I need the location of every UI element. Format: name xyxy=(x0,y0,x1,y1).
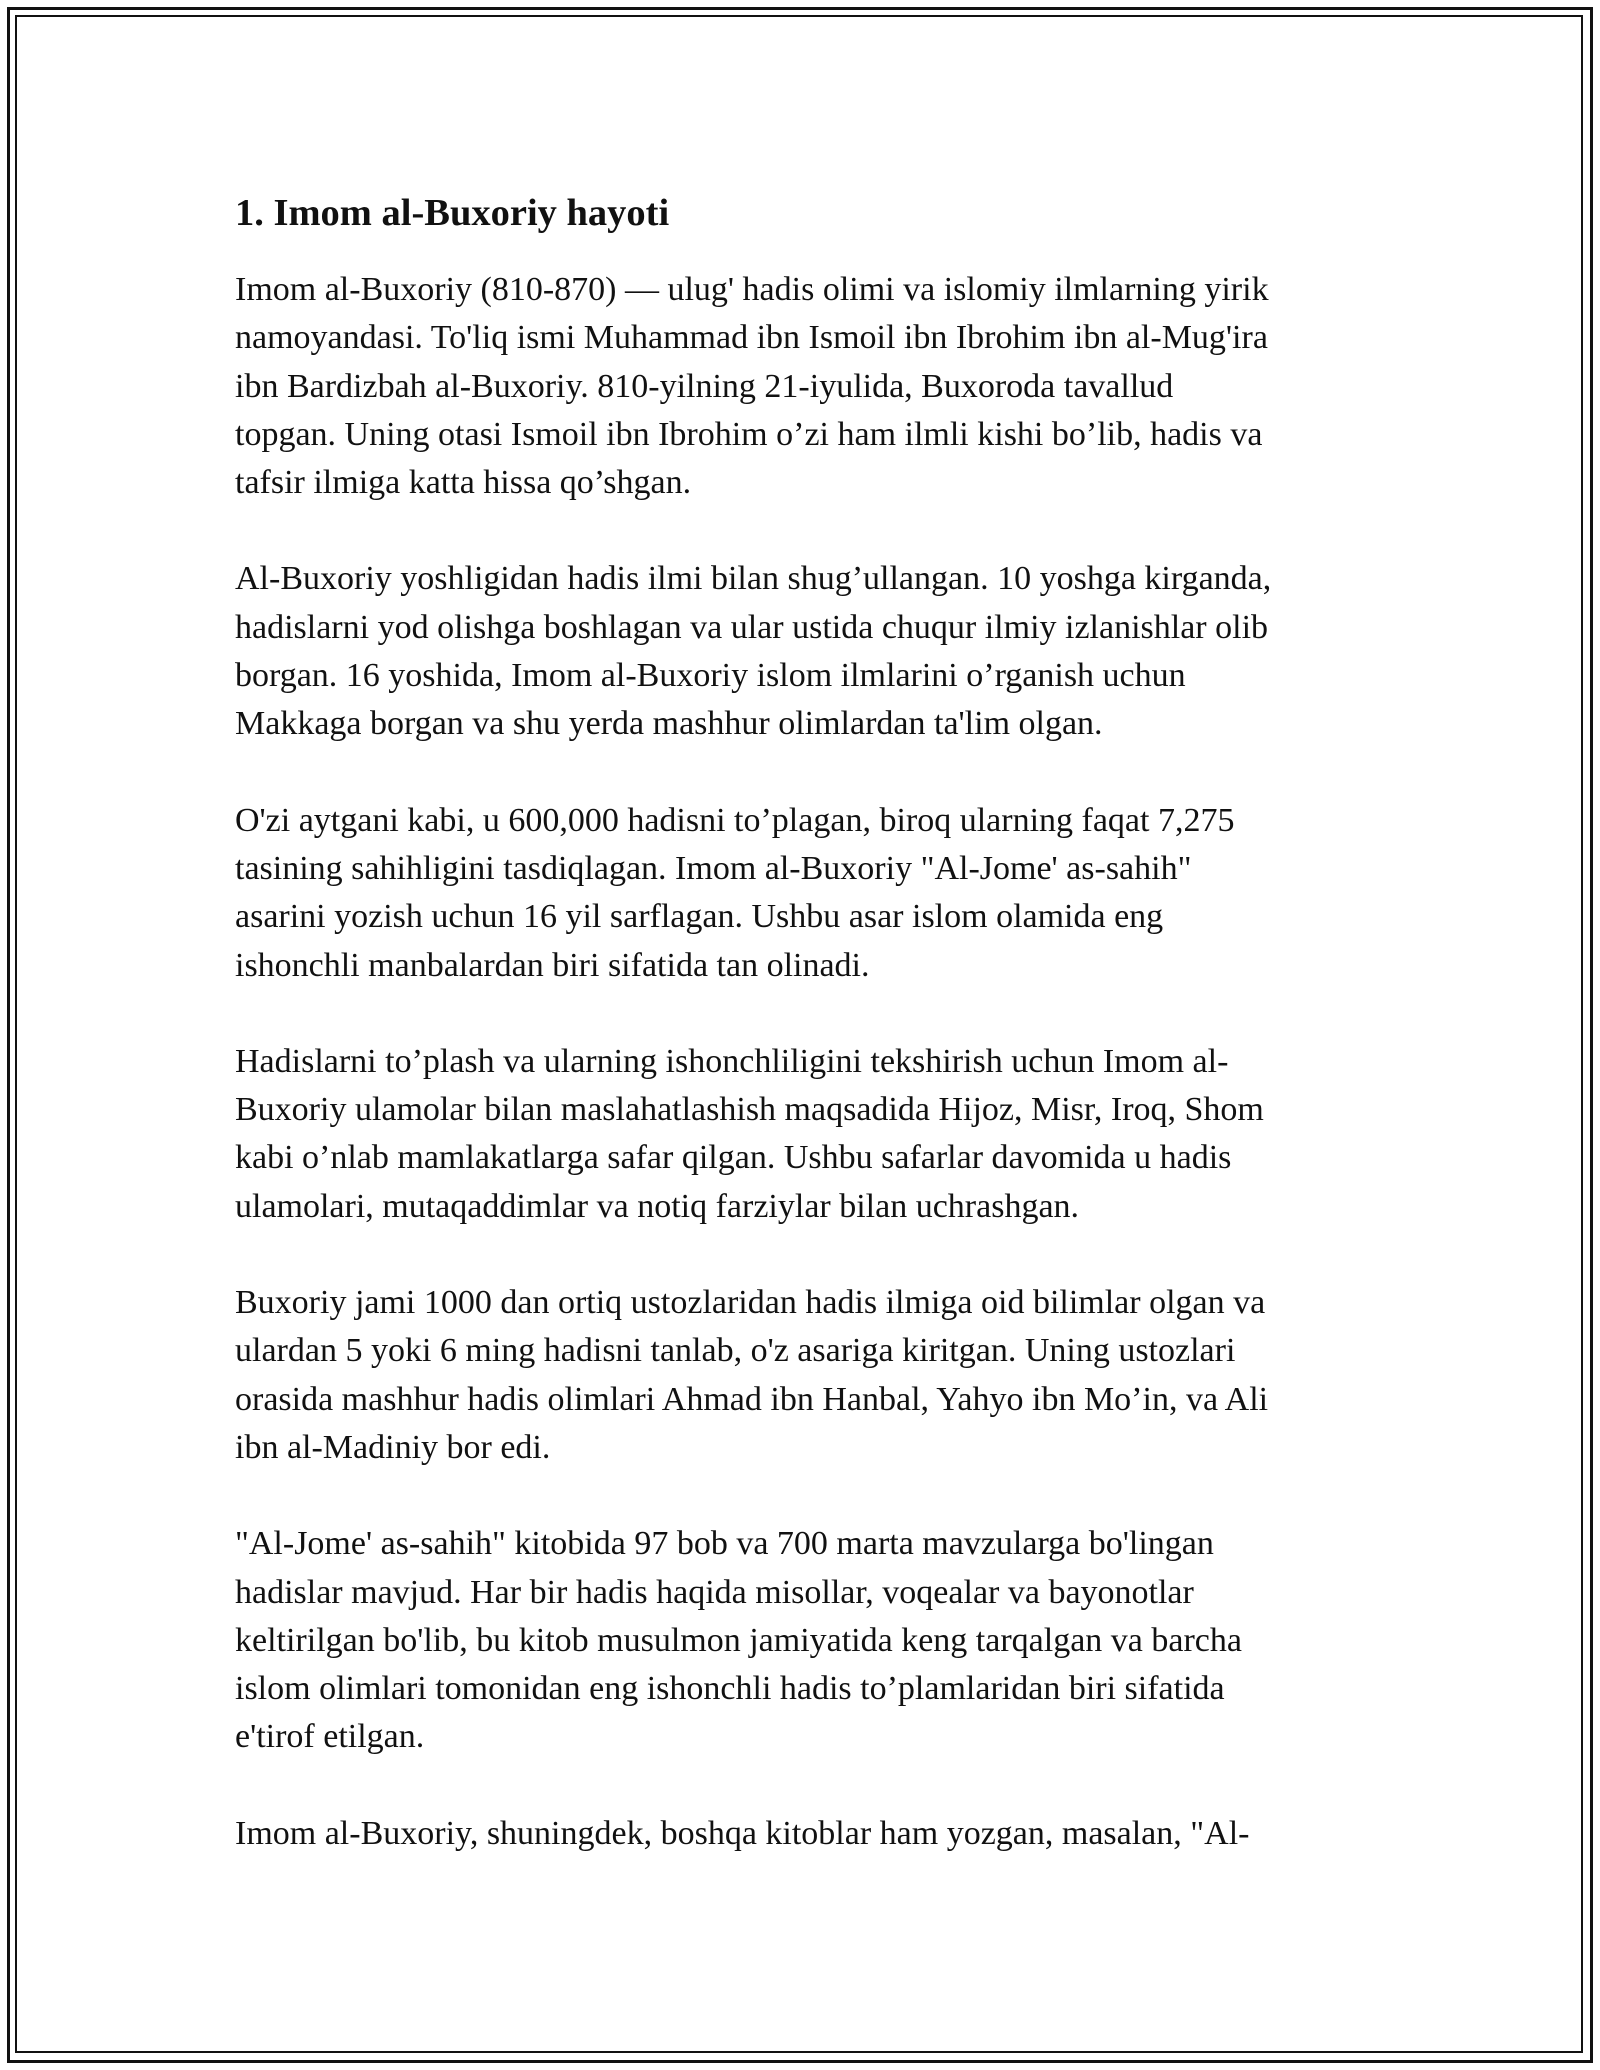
section-heading: 1. Imom al-Buxoriy hayoti xyxy=(235,192,670,234)
paragraph-5: Buxoriy jami 1000 dan ortiq ustozlaridan hadis ilmiga oid bilimlar olgan va ulardan 5 yoki 6 ming hadisni tanlab, o'z asariga kiritgan. Uning ustozlari orasida mashhur hadis olimlari Ahmad ibn Hanbal, Yahyo ibn Mo’in, va Ali ibn al-Madiniy bor edi. xyxy=(235,1284,1269,1466)
paragraph-1: Imom al-Buxoriy (810-870) — ulug' hadis olimi va islomiy ilmlarning yirik namoyandasi. To'liq ismi Muhammad ibn Ismoil ibn Ibrohim ibn al-Mug'ira ibn Bardizbah al-Buxoriy. 810-yilning 21-iyulida, Buxoroda tavallud topgan. Uning otasi Ismoil ibn Ibrohim o’zi ham ilmli kishi bo’lib, hadis va tafsir ilmiga katta hissa qo’shgan. xyxy=(235,271,1269,502)
paragraph-2: Al-Buxoriy yoshligidan hadis ilmi bilan shug’ullangan. 10 yoshga kirganda, hadislarni yod olishga boshlagan va ular ustida chuqur ilmiy izlanishlar olib borgan. 16 yoshida, Imom al-Buxoriy islom ilmlarini o’rganish uchun Makkaga borgan va shu yerda mashhur olimlardan ta'lim olgan. xyxy=(235,560,1272,743)
paragraph-4: Hadislarni to’plash va ularning ishonchliligini tekshirish uchun Imom al- Buxoriy ulamolar bilan maslahatlashish maqsadida Hijoz, Misr, Iroq, Shom kabi o’nlab mamlakatlarga safar qilgan. Ushbu safarlar davomida u hadis ulamolari, mutaqaddimlar va notiq farziylar bilan uchrashgan. xyxy=(235,1042,1264,1225)
document-body xyxy=(235,188,1365,1906)
paragraph-7: Imom al-Buxoriy, shuningdek, boshqa kitoblar ham yozgan, masalan, "Al- xyxy=(235,1814,1250,1852)
paragraph-3: O'zi aytgani kabi, u 600,000 hadisni to’plagan, biroq ularning faqat 7,275 tasining sahihligini tasdiqlagan. Imom al-Buxoriy "Al-Jome' as-sahih" asarini yozish uchun 16 yil sarflagan. Ushbu asar islom olamida eng ishonchli manbalardan biri sifatida tan olinadi. xyxy=(235,801,1235,984)
paragraph-6: "Al-Jome' as-sahih" kitobida 97 bob va 700 marta mavzularga bo'lingan hadislar mavjud. Har bir hadis haqida misollar, voqealar va bayonotlar keltirilgan bo'lib, bu kitob musulmon jamiyatida keng tarqalgan va barcha islom olimlari tomonidan eng ishonchli hadis to’plamlaridan biri sifatida e'tirof etilgan. xyxy=(235,1525,1242,1756)
